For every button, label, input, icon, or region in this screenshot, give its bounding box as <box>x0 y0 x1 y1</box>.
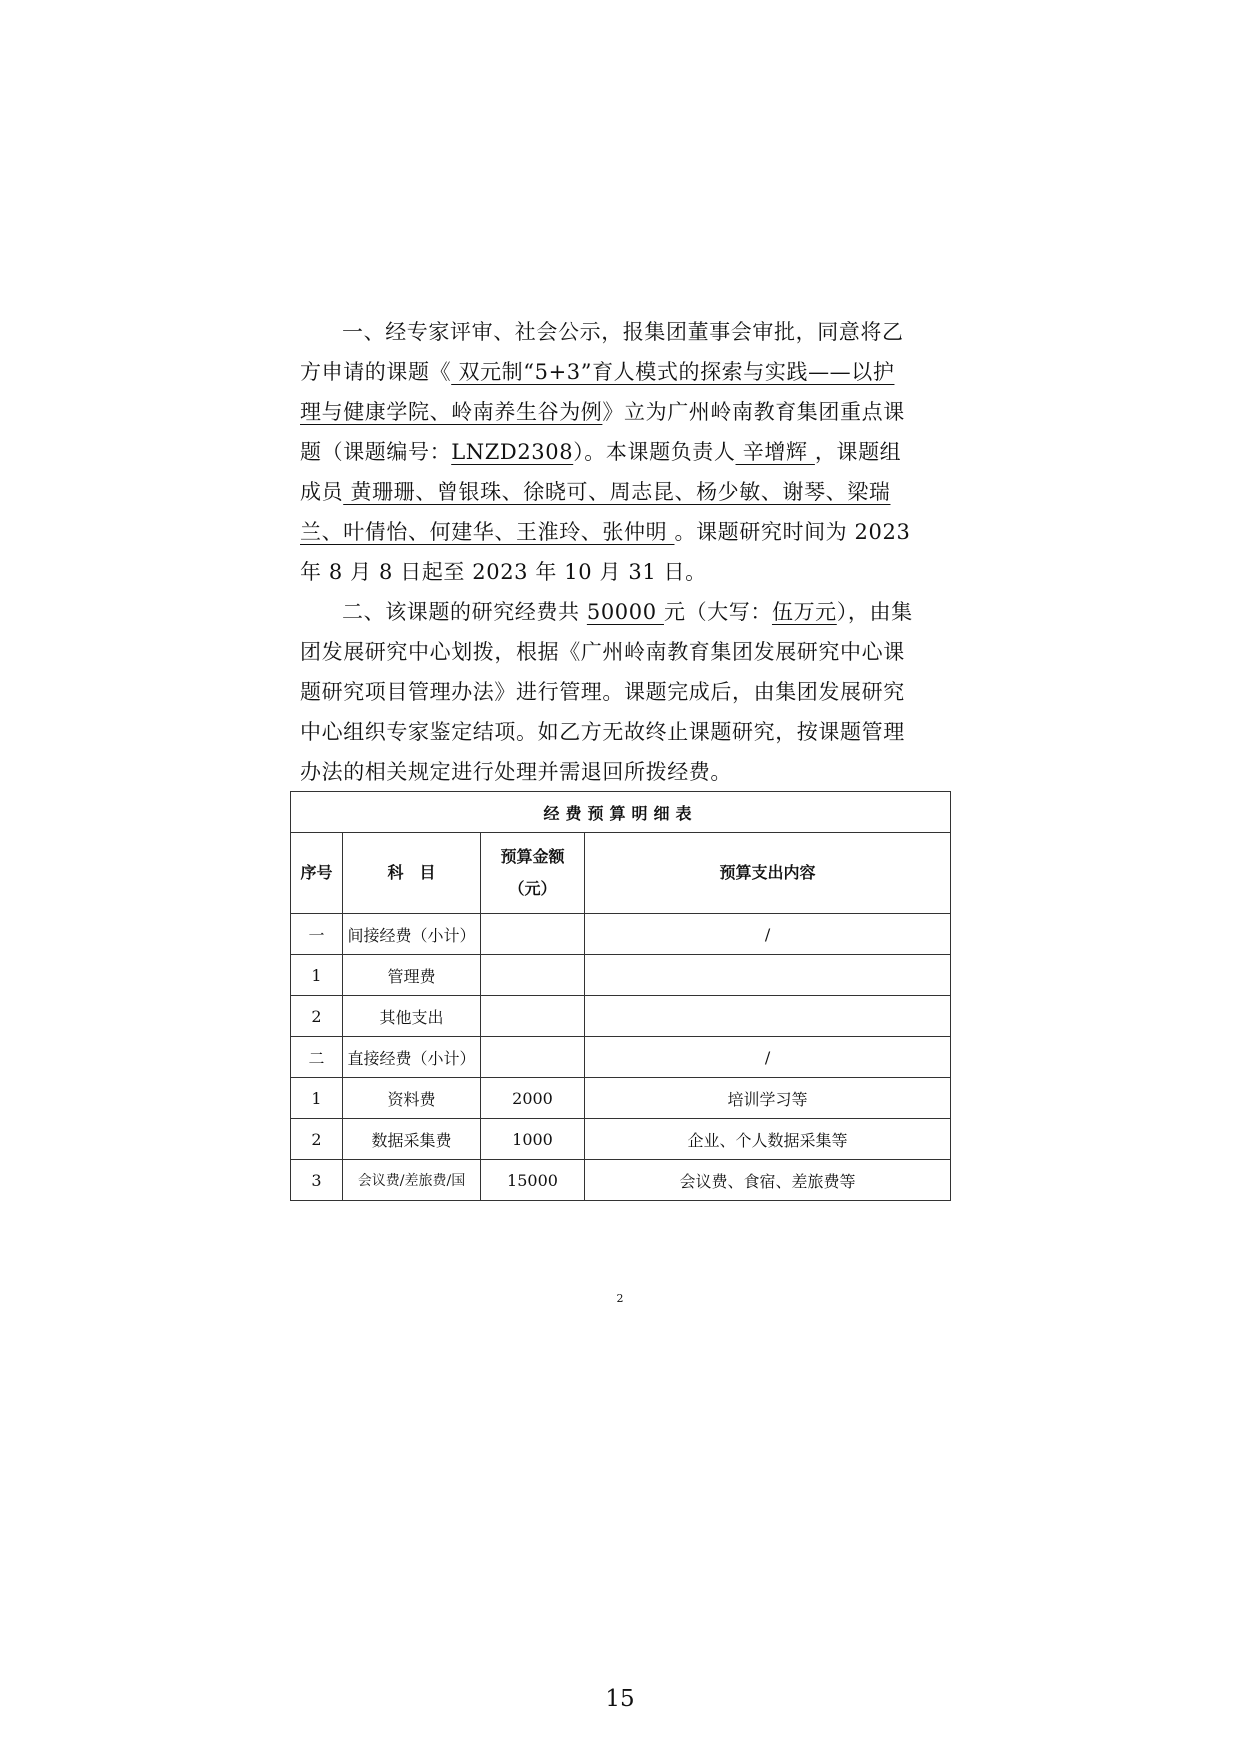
cell-amount <box>481 914 585 955</box>
text-span: 。课题研究时间为 2023 <box>674 520 911 544</box>
cell-seq: 1 <box>291 955 343 996</box>
cell-subject: 其他支出 <box>343 996 481 1037</box>
table-row <box>291 1078 951 1119</box>
funding-amount-words: 伍万元 <box>771 600 837 624</box>
paragraph1-line1: 一、经专家评审、社会公示，报集团董事会审批，同意将乙 <box>342 320 904 344</box>
agreement-text <box>300 312 940 792</box>
cell-seq: 2 <box>291 996 343 1037</box>
paragraph1-line5 <box>300 472 940 512</box>
paragraph2-line5: 办法的相关规定进行处理并需退回所拨经费。 <box>300 760 732 784</box>
cell-amount: 1000 <box>481 1119 585 1160</box>
cell-subject: 会议费/差旅费/国 <box>343 1160 481 1201</box>
text-span: 元（大写： <box>663 600 772 624</box>
project-number: LNZD2308 <box>451 440 574 464</box>
cell-content: 企业、个人数据采集等 <box>585 1119 951 1160</box>
cell-amount <box>481 955 585 996</box>
project-title-cont: 理与健康学院、岭南养生谷为例 <box>300 400 603 424</box>
header-subject: 科 目 <box>343 833 481 914</box>
text-span: 成员 <box>300 480 344 504</box>
cell-seq: 一 <box>291 914 343 955</box>
text-span: 方申请的课题《 <box>300 360 452 384</box>
cell-seq: 3 <box>291 1160 343 1201</box>
header-amount <box>481 833 585 914</box>
budget-table <box>290 791 951 1201</box>
page-number: 15 <box>605 1686 635 1712</box>
cell-subject: 资料费 <box>343 1078 481 1119</box>
paragraph1-line2 <box>300 352 940 392</box>
header-seq: 序号 <box>291 833 343 914</box>
cell-seq: 1 <box>291 1078 343 1119</box>
team-members-cont: 兰、叶倩怡、何建华、王淮玲、张仲明 <box>300 520 675 544</box>
paragraph1-line7: 年 8 月 8 日起至 2023 年 10 月 31 日。 <box>300 560 707 584</box>
budget-table-title: 经费预算明细表 <box>291 792 951 833</box>
paragraph1-line6 <box>300 512 940 552</box>
inner-page-number: 2 <box>616 1292 624 1305</box>
text-span: 二、该课题的研究经费共 <box>342 600 587 624</box>
table-row <box>291 914 951 955</box>
budget-table-title-row <box>291 792 951 833</box>
text-span: ，课题组 <box>814 440 902 464</box>
cell-subject: 直接经费（小计） <box>343 1037 481 1078</box>
cell-content: / <box>585 1037 951 1078</box>
text-span: 》立为广州岭南教育集团重点课 <box>602 400 905 424</box>
cell-subject: 间接经费（小计） <box>343 914 481 955</box>
cell-amount: 15000 <box>481 1160 585 1201</box>
cell-content: 会议费、食宿、差旅费等 <box>585 1160 951 1201</box>
funding-amount: 50000 <box>586 600 664 624</box>
budget-table-header-row <box>291 833 951 914</box>
table-row <box>291 955 951 996</box>
team-members: 黄珊珊、曾银珠、徐晓可、周志昆、杨少敏、谢琴、梁瑞 <box>343 480 891 504</box>
cell-amount <box>481 996 585 1037</box>
text-span: ），由集 <box>836 600 913 624</box>
cell-seq: 2 <box>291 1119 343 1160</box>
cell-subject: 数据采集费 <box>343 1119 481 1160</box>
project-title: 双元制“5+3”育人模式的探索与实践——以护 <box>451 360 895 384</box>
cell-content <box>585 955 951 996</box>
paragraph2-line1 <box>300 592 940 632</box>
table-row <box>291 996 951 1037</box>
paragraph2-line3: 题研究项目管理办法》进行管理。课题完成后，由集团发展研究 <box>300 680 905 704</box>
cell-content: / <box>585 914 951 955</box>
table-row <box>291 1119 951 1160</box>
project-leader: 辛增辉 <box>735 440 815 464</box>
text-span: ）。本课题负责人 <box>573 440 736 464</box>
paragraph1-line4 <box>300 432 940 472</box>
table-row <box>291 1160 951 1201</box>
header-content: 预算支出内容 <box>585 833 951 914</box>
header-amount-line2: （元） <box>508 879 557 898</box>
paragraph2-line2: 团发展研究中心划拨，根据《广州岭南教育集团发展研究中心课 <box>300 640 905 664</box>
cell-seq: 二 <box>291 1037 343 1078</box>
cell-content <box>585 996 951 1037</box>
cell-amount: 2000 <box>481 1078 585 1119</box>
cell-amount <box>481 1037 585 1078</box>
cell-subject: 管理费 <box>343 955 481 996</box>
table-row <box>291 1037 951 1078</box>
header-amount-line1: 预算金额 <box>500 847 565 866</box>
paragraph2-line4: 中心组织专家鉴定结项。如乙方无故终止课题研究，按课题管理 <box>300 720 905 744</box>
text-span: 题（课题编号： <box>300 440 452 464</box>
cell-content: 培训学习等 <box>585 1078 951 1119</box>
paragraph1-line3 <box>300 392 940 432</box>
